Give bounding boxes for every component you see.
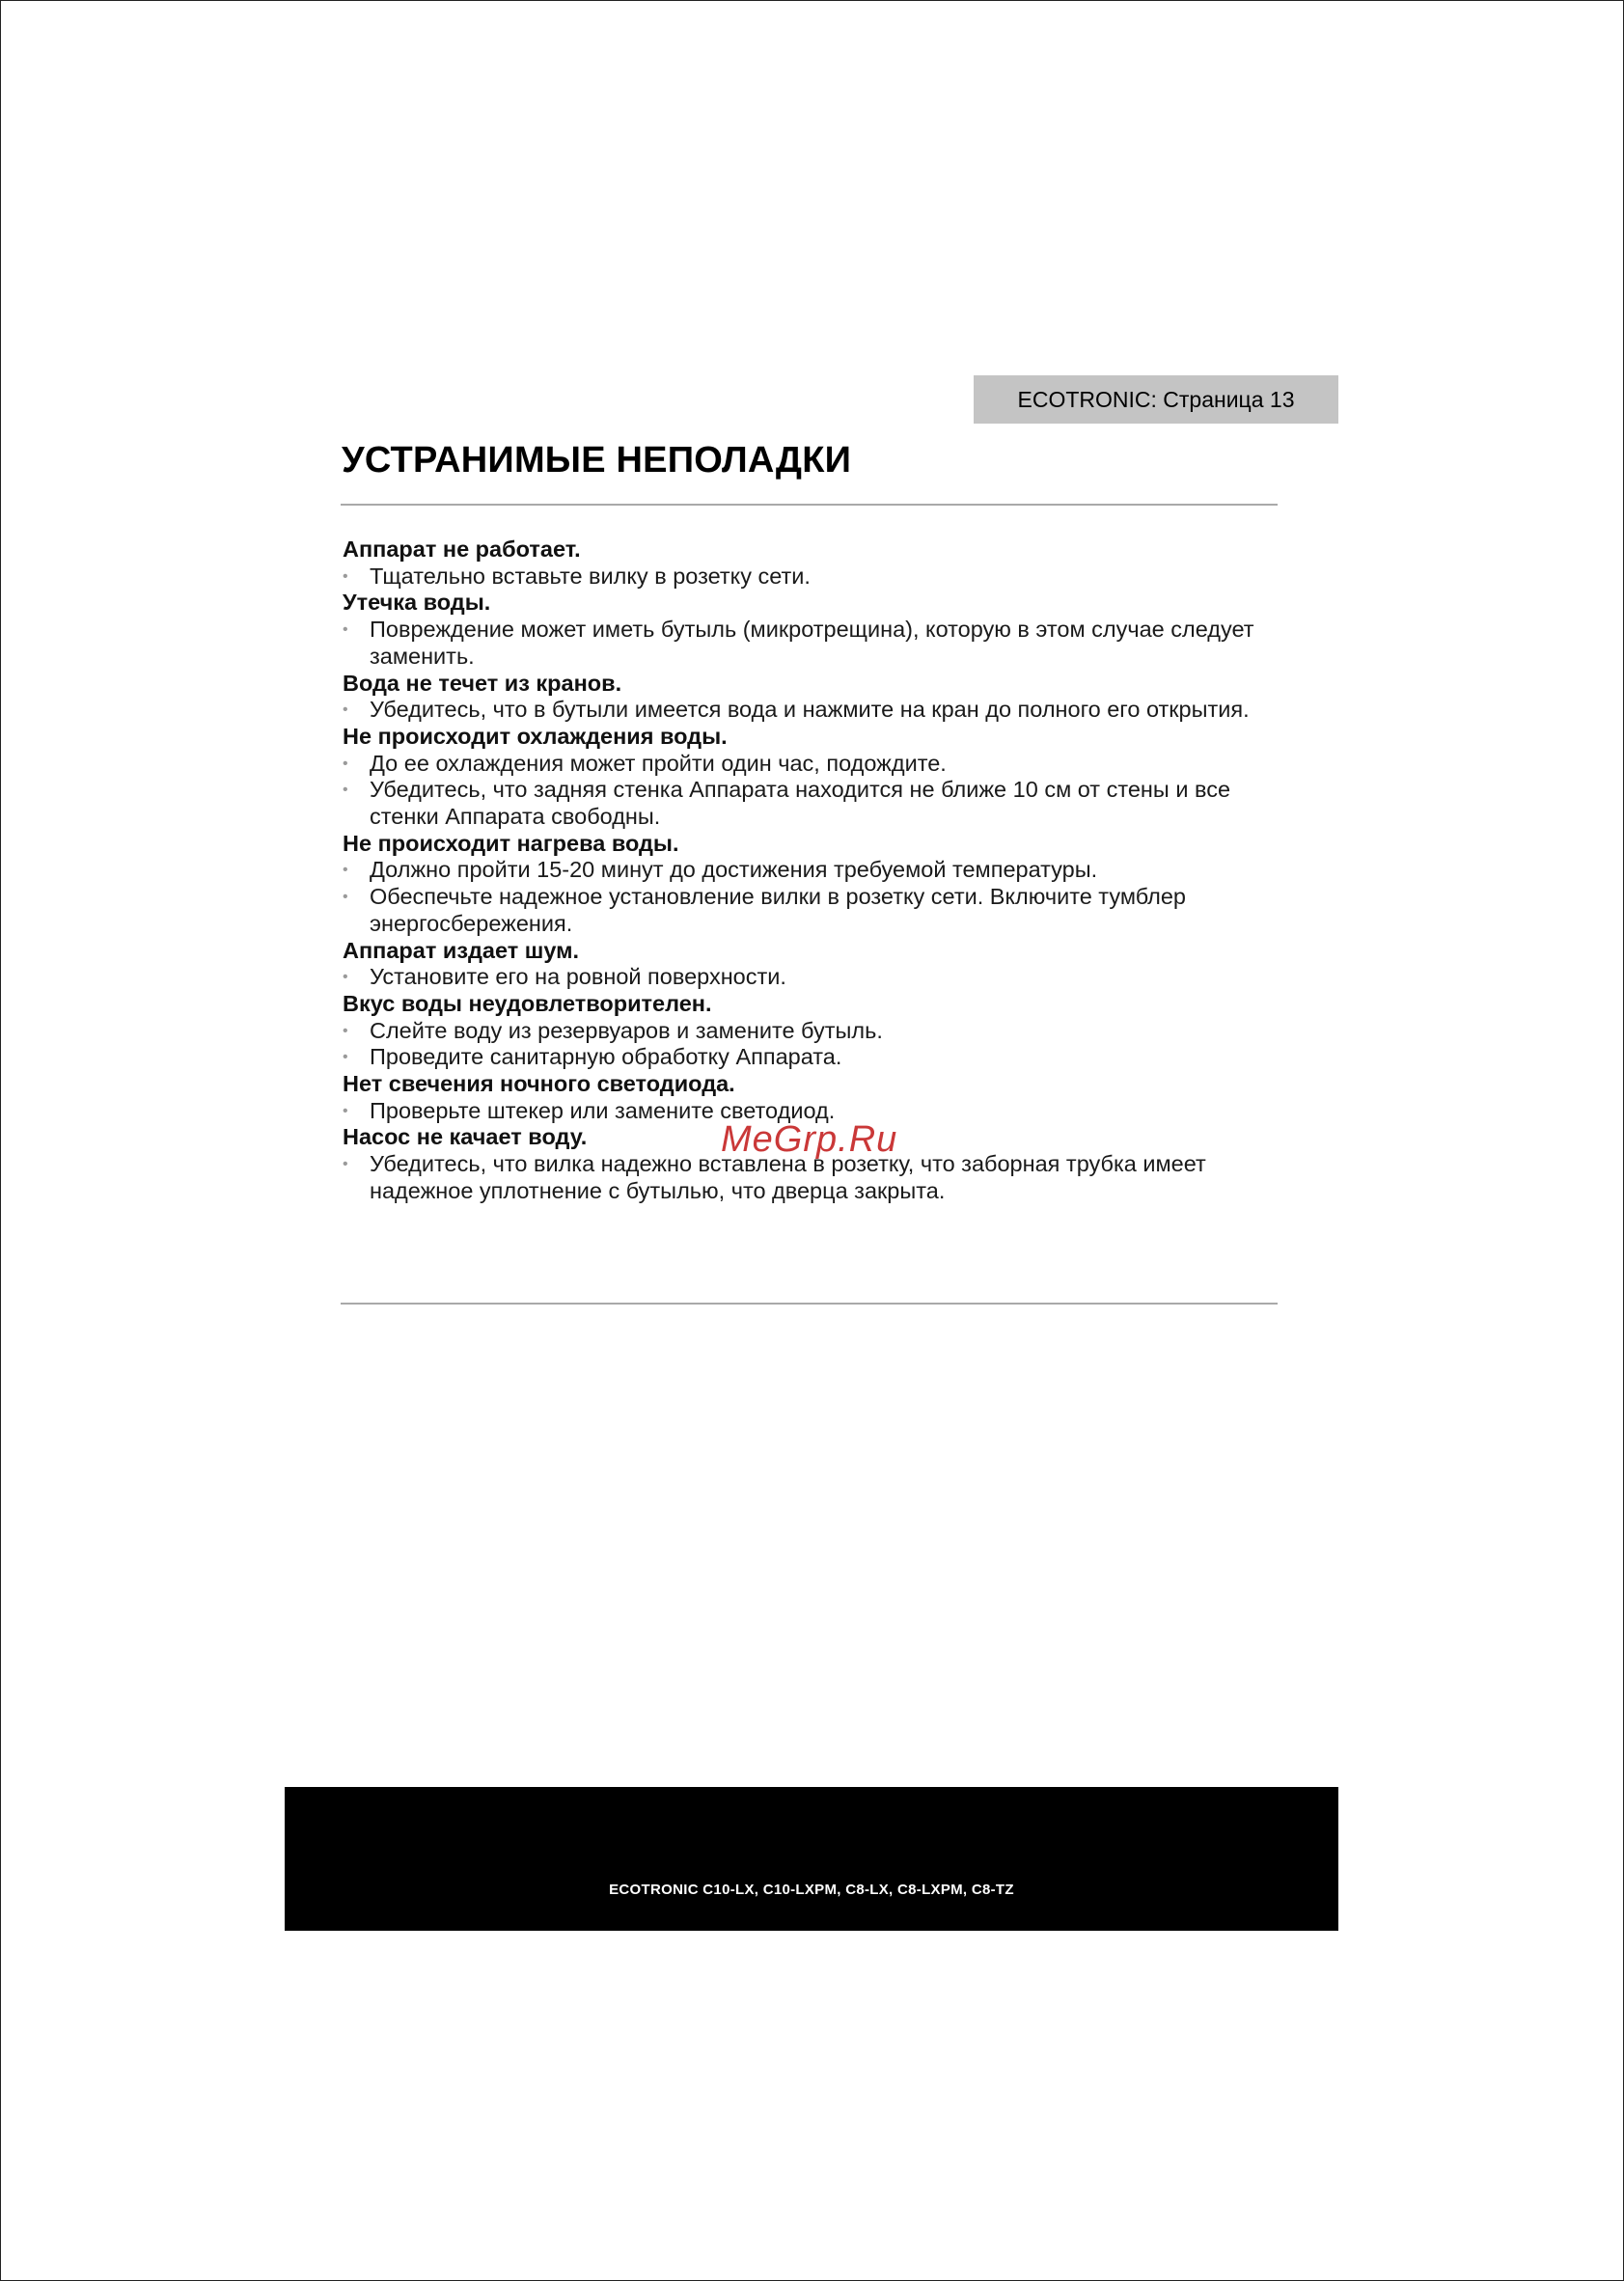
issue-block — [343, 536, 1269, 590]
issue-title: Аппарат не работает. — [343, 536, 581, 562]
page-number-header — [974, 375, 1338, 424]
tip-text: Тщательно вставьте вилку в розетку сети. — [370, 563, 811, 589]
issue-title: Насос не качает воду. — [343, 1124, 588, 1150]
tip-item — [343, 964, 1269, 991]
page-number-label: ECOTRONIC: Страница 13 — [1017, 386, 1295, 412]
bullet-icon: • — [343, 889, 348, 906]
issue-block — [343, 991, 1269, 1071]
tip-item — [343, 1018, 1269, 1045]
bullet-icon: • — [343, 701, 348, 719]
footer-model-list: ECOTRONIC C10-LX, C10-LXPM, C8-LX, C8-LXPM, C8-TZ — [609, 1882, 1014, 1898]
bullet-icon: • — [343, 621, 348, 639]
watermark: MeGrp.Ru — [721, 1119, 898, 1160]
tip-text: Проведите санитарную обработку Аппарата. — [370, 1044, 842, 1070]
bullet-icon: • — [343, 1102, 348, 1119]
bullet-icon: • — [343, 782, 348, 799]
issue-block — [343, 671, 1269, 724]
tip-item — [343, 1044, 1269, 1071]
tip-text: Убедитесь, что вилка надежно вставлена в розетку, что заборная трубка имеет надежное уплотнение с бутылью, что дверца закрыта. — [370, 1151, 1206, 1203]
issue-block — [343, 724, 1269, 831]
issue-title: Нет свечения ночного светодиода. — [343, 1071, 735, 1097]
tip-item — [343, 617, 1269, 670]
tip-item — [343, 697, 1269, 724]
issue-title: Вода не течет из кранов. — [343, 670, 622, 696]
top-divider — [341, 504, 1278, 506]
tip-text: Убедитесь, что в бутыли имеется вода и нажмите на кран до полного его открытия. — [370, 697, 1250, 723]
bottom-divider — [341, 1303, 1278, 1305]
issue-title: Не происходит нагрева воды. — [343, 830, 679, 856]
page-title: УСТРАНИМЫЕ НЕПОЛАДКИ — [342, 440, 852, 481]
tip-item — [343, 884, 1269, 937]
tip-item — [343, 563, 1269, 591]
bullet-icon: • — [343, 755, 348, 772]
bullet-icon: • — [343, 862, 348, 879]
issue-block — [343, 938, 1269, 991]
issue-title: Не происходит охлаждения воды. — [343, 723, 728, 749]
issue-block — [343, 1071, 1269, 1124]
bullet-icon: • — [343, 1156, 348, 1173]
bullet-icon: • — [343, 1022, 348, 1039]
issue-title: Вкус воды неудовлетворителен. — [343, 990, 712, 1016]
bullet-icon: • — [343, 969, 348, 986]
tip-item — [343, 751, 1269, 778]
issue-block — [343, 831, 1269, 938]
tip-text: Убедитесь, что задняя стенка Аппарата находится не ближе 10 см от стены и все стенки Аппарата свободны. — [370, 777, 1231, 830]
tip-item — [343, 857, 1269, 884]
tip-text: Установите его на ровной поверхности. — [370, 964, 786, 990]
tip-text: Обеспечьте надежное установление вилки в розетку сети. Включите тумблер энергосбережения. — [370, 884, 1186, 936]
tip-text: Должно пройти 15-20 минут до достижения требуемой температуры. — [370, 857, 1098, 883]
issue-title: Аппарат издает шум. — [343, 937, 580, 963]
bullet-icon: • — [343, 1049, 348, 1066]
tip-text: Слейте воду из резервуаров и замените бутыль. — [370, 1017, 883, 1043]
tip-text: До ее охлаждения может пройти один час, подождите. — [370, 750, 947, 776]
issue-title: Утечка воды. — [343, 590, 491, 616]
tip-item — [343, 777, 1269, 830]
footer-band — [285, 1787, 1338, 1931]
tip-text: Проверьте штекер или замените светодиод. — [370, 1097, 836, 1123]
issue-block — [343, 590, 1269, 670]
bullet-icon: • — [343, 567, 348, 585]
troubleshooting-list — [343, 536, 1269, 1205]
tip-text: Повреждение может иметь бутыль (микротрещина), которую в этом случае следует заменить. — [370, 617, 1254, 669]
